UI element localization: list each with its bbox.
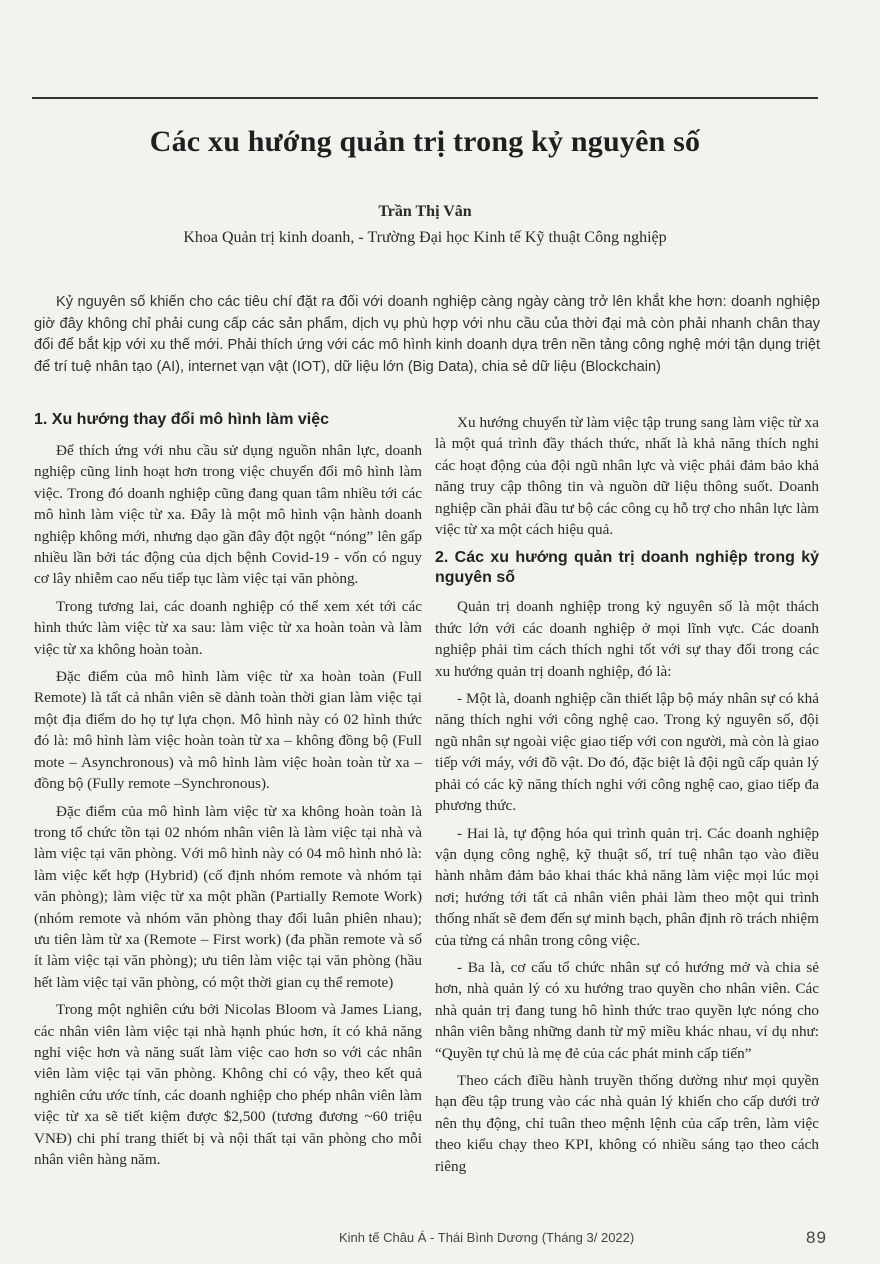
body-paragraph: Trong tương lai, các doanh nghiệp có thể xem xét tới các hình thức làm việc từ xa sau: làm việc từ xa hoàn toàn và làm việc từ xa không hoàn toàn. [34, 597, 422, 658]
body-paragraph: Để thích ứng với nhu cầu sử dụng nguồn nhân lực, doanh nghiệp cũng linh hoạt hơn trong việc chuyển đổi mô hình làm việc. Trong đó doanh nghiệp cũng đang quan tâm nhiều tới các mô hình làm việc từ xa. Đây là một mô hình vận hành doanh nghiệp không mới, nhưng dạo gần đây đột ngột “nóng” lên gấp nhiều lần bởi tác động của dịch bệnh Covid-19 - vốn có nguy cơ lây nhiễm cao nếu tiếp tục làm việc tại văn phòng. [34, 442, 422, 588]
body-paragraph: Trong một nghiên cứu bởi Nicolas Bloom và James Liang, các nhân viên làm việc tại nhà hạnh phúc hơn, ít có khả năng nghỉ việc hơn và năng suất làm việc cao hơn so với các nhân viên làm việc tại văn phòng. Không chỉ có vậy, theo kết quả nghiên cứu ước tính, các doanh nghiệp cho phép nhân viên làm việc từ xa sẽ tiết kiệm được $2,500 (tương đương ~60 triệu VNĐ) chi phí trang thiết bị và nội thất tại văn phòng cho mỗi nhân viên hàng năm. [34, 1001, 422, 1168]
author-affiliation: Khoa Quản trị kinh doanh, - Trường Đại học Kinh tế Kỹ thuật Công nghiệp [183, 229, 667, 246]
section-heading-1: 1. Xu hướng thay đổi mô hình làm việc [34, 411, 329, 428]
body-paragraph: Theo cách điều hành truyền thống dường như mọi quyền hạn đều tập trung vào các nhà quản lý khiến cho cấp dưới trở nên thụ động, chỉ tuân theo mệnh lệnh của cấp trên, làm việc theo kiểu chạy theo KPI, không có nhiều sáng tạo theo cách riêng [435, 1071, 819, 1175]
right-column [435, 412, 819, 1183]
page-number: 89 [806, 1228, 827, 1247]
body-paragraph: Đặc điểm của mô hình làm việc từ xa không hoàn toàn là trong tổ chức tồn tại 02 nhóm nhân viên là làm việc tại nhà và làm việc tại văn phòng. Với mô hình này có 04 mô hình nhỏ là: làm việc kết hợp (Hybrid) (cố định nhóm remote và nhóm tại văn phòng); làm việc từ xa một phần (Partially Remote Work) (nhóm remote và nhóm văn phòng thay đổi luân phiên nhau); ưu tiên làm từ xa (Remote – First work) (đa phần remote và số ít làm việc tại văn phòng); ưu tiên làm việc tại văn phòng (hầu hết làm việc tại văn phòng, có một thời gian cụ thể remote) [34, 802, 422, 991]
body-paragraph: Đặc điểm của mô hình làm việc từ xa hoàn toàn (Full Remote) là tất cả nhân viên sẽ dành toàn thời gian làm việc tại một địa điểm do họ tự lựa chọn. Mô hình này có 02 hình thức đó là: mô hình làm việc hoàn toàn từ xa – không đồng bộ (Full mote – Asynchronous) và mô hình làm việc hoàn toàn từ xa – đồng bộ (Fully remote –Synchronous). [34, 668, 422, 793]
page-footer [0, 1228, 880, 1248]
article-title: Các xu hướng quản trị trong kỷ nguyên số [149, 125, 701, 158]
article-author: Trần Thị Vân [378, 203, 472, 220]
journal-name: Kinh tế Châu Á - Thái Bình Dương (Tháng 3/ 2022) [339, 1230, 635, 1245]
body-paragraph: Quản trị doanh nghiệp trong kỷ nguyên số là một thách thức lớn với các doanh nghiệp ở mọi lĩnh vực. Các doanh nghiệp phải tìm cách thích nghi tốt với sự thay đổi trong các xu hướng quản trị doanh nghiệp, đó là: [435, 598, 819, 680]
section-heading-2: 2. Các xu hướng quản trị doanh nghiệp trong kỷ nguyên số [435, 549, 819, 587]
body-paragraph: Xu hướng chuyển từ làm việc tập trung sang làm việc từ xa là một quá trình đầy thách thức, nhất là khả năng thích nghi các hoạt động của đội ngũ nhân lực và việc phải đảm bảo khả năng truy cập thông tin và nguồn dữ liệu thông suốt. Doanh nghiệp cần phải đầu tư bộ các công cụ hỗ trợ cho nhân lực làm việc từ xa một cách hiệu quả. [435, 414, 819, 539]
header-rule [32, 97, 818, 99]
body-paragraph: - Ba là, cơ cấu tổ chức nhân sự có hướng mở và chia sẻ hơn, nhà quản lý có xu hướng trao quyền cho nhân viên. Các nhà quản trị đang tung hô hình thức trao quyền lực nóng cho nhân viên bằng những danh từ mỹ miều khác nhau, ví dụ như: “Quyền tự chủ là mẹ đẻ của các phát minh cấp tiến” [435, 958, 819, 1062]
article-abstract: Kỷ nguyên số khiến cho các tiêu chí đặt ra đối với doanh nghiệp càng ngày càng trở lên khắt khe hơn: doanh nghiệp giờ đây không chỉ phải cung cấp các sản phẩm, dịch vụ phù hợp với nhu cầu của thời đại mà còn phải nhanh chân thay đổi để bắt kịp với xu thế mới. Phải thích ứng với các mô hình kinh doanh dựa trên nền tảng công nghệ mới tận dụng triệt để trí tuệ nhân tạo (AI), internet vạn vật (IOT), dữ liệu lớn (Big Data), chia sẻ dữ liệu (Blockchain) [34, 294, 820, 375]
body-paragraph: - Một là, doanh nghiệp cần thiết lập bộ máy nhân sự có khả năng thích nghi với công nghệ cao. Trong kỷ nguyên số, đội ngũ nhân sự ngoài việc giao tiếp với con người, mà còn là giao tiếp với máy, với đồ vật. Do đó, đặc biệt là đội ngũ cấp quản lý phải có các kỹ năng thích nghi với công nghệ cao, giao tiếp đa phương thức. [435, 690, 819, 815]
left-column [34, 410, 422, 1176]
body-paragraph: - Hai là, tự động hóa qui trình quản trị. Các doanh nghiệp vận dụng công nghệ, kỹ thuật số, trí tuệ nhân tạo vào điều hành nhằm đảm bảo khai thác khả năng làm việc mọi lúc mọi nơi; hướng tới tất cả nhân viên phải làm theo một qui trình thống nhất sẽ đem đến sự minh bạch, phân định rõ trách nhiệm của từng cá nhân trong công việc. [435, 824, 819, 949]
